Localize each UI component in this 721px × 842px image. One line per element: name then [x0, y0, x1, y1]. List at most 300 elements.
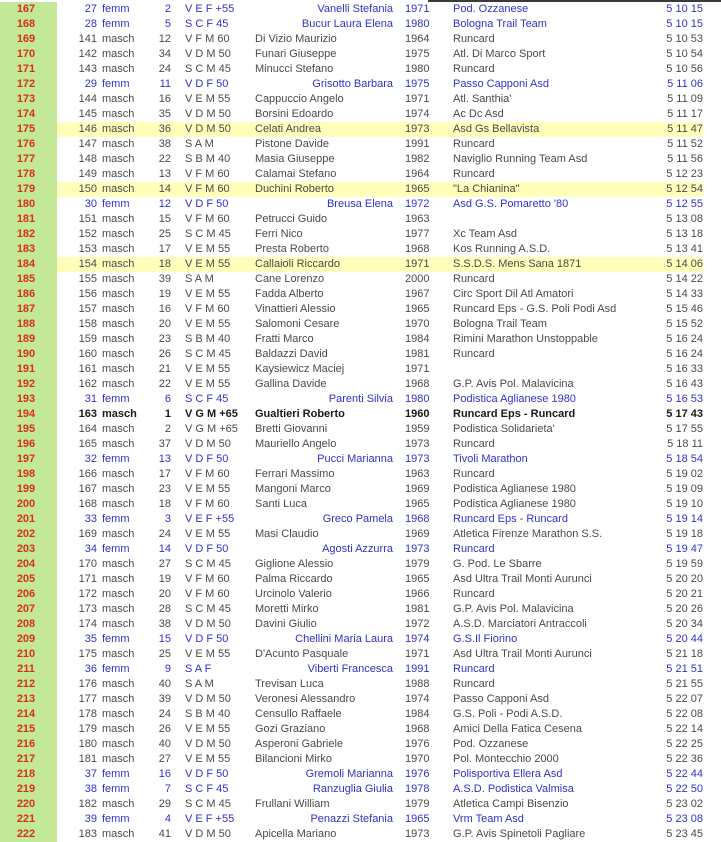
team-name-cell: Podistica Aglianese 1980 — [453, 483, 576, 495]
gender-label-cell: masch — [102, 828, 135, 840]
overall-position-cell: 178 — [0, 167, 57, 182]
finish-time-cell: 5 10 15 — [666, 3, 703, 15]
overall-position-cell: 182 — [0, 227, 57, 242]
gender-rank-cell: 38 — [84, 783, 97, 795]
overall-position-cell: 202 — [0, 527, 57, 542]
athlete-name-cell: Minucci Stefano — [255, 63, 334, 75]
athlete-name-cell: Kaysiewicz Maciej — [255, 363, 345, 375]
gender-label-cell: masch — [102, 213, 135, 225]
gender-rank-cell: 30 — [84, 198, 97, 210]
table-row — [0, 2, 721, 17]
gender-label-cell: masch — [102, 48, 135, 60]
gender-label-cell: masch — [102, 648, 135, 660]
overall-position-cell: 177 — [0, 152, 57, 167]
birth-year-cell: 1977 — [405, 228, 430, 240]
table-row — [0, 152, 721, 167]
gender-rank-cell: 153 — [78, 243, 97, 255]
athlete-name-cell: Di Vizio Maurizio — [255, 33, 337, 45]
overall-position-cell: 214 — [0, 707, 57, 722]
athlete-name-cell: Mangoni Marco — [255, 483, 331, 495]
finish-time-cell: 5 11 56 — [667, 153, 703, 165]
gender-label-cell: masch — [102, 288, 135, 300]
category-rank-cell: 22 — [158, 153, 171, 165]
table-row — [0, 287, 721, 302]
table-row — [0, 512, 721, 527]
gender-rank-cell: 33 — [84, 513, 97, 525]
team-name-cell: Naviglio Running Team Asd — [453, 153, 588, 165]
team-name-cell: Rimini Marathon Unstoppable — [453, 333, 598, 345]
team-name-cell: A.S.D. Podistica Valmisa — [453, 783, 574, 795]
finish-time-cell: 5 11 52 — [667, 138, 703, 150]
overall-position-cell: 169 — [0, 32, 57, 47]
finish-time-cell: 5 17 55 — [666, 423, 703, 435]
athlete-name-cell: Penazzi Stefania — [310, 813, 393, 825]
birth-year-cell: 1968 — [405, 723, 430, 735]
team-name-cell: Bologna Trail Team — [453, 18, 547, 30]
finish-time-cell: 5 19 02 — [666, 468, 703, 480]
finish-time-cell: 5 16 33 — [666, 363, 703, 375]
category-code-cell: S C M 45 — [185, 603, 231, 615]
gender-rank-cell: 175 — [78, 648, 97, 660]
finish-time-cell: 5 21 51 — [666, 663, 703, 675]
category-code-cell: V G M +65 — [185, 423, 238, 435]
table-row — [0, 107, 721, 122]
category-code-cell: V D F 50 — [185, 633, 229, 645]
category-code-cell: V E M 55 — [185, 753, 231, 765]
birth-year-cell: 1966 — [405, 588, 430, 600]
athlete-name-cell: Bretti Giovanni — [255, 423, 328, 435]
overall-position-cell: 172 — [0, 77, 57, 92]
gender-label-cell: masch — [102, 378, 135, 390]
table-row — [0, 467, 721, 482]
gender-rank-cell: 171 — [78, 573, 97, 585]
gender-label-cell: masch — [102, 573, 135, 585]
overall-position-cell: 191 — [0, 362, 57, 377]
birth-year-cell: 1965 — [405, 813, 430, 825]
gender-label-cell: masch — [102, 483, 135, 495]
birth-year-cell: 1976 — [405, 768, 430, 780]
table-row — [0, 197, 721, 212]
birth-year-cell: 1970 — [405, 753, 430, 765]
team-name-cell — [445, 362, 643, 377]
finish-time-cell: 5 11 09 — [667, 93, 703, 105]
category-code-cell: S A M — [185, 678, 214, 690]
table-row — [0, 647, 721, 662]
athlete-name-cell: Celati Andrea — [250, 122, 400, 137]
category-code-cell: V F M 60 — [185, 468, 230, 480]
table-row — [0, 752, 721, 767]
birth-year-cell: 1960 — [405, 408, 430, 420]
finish-time-cell: 5 20 44 — [666, 633, 703, 645]
gender-label-cell: femm — [102, 543, 130, 555]
overall-position-cell: 170 — [0, 47, 57, 62]
table-row — [0, 632, 721, 647]
category-rank-cell: 20 — [158, 318, 171, 330]
team-name-cell: Tivoli Marathon — [453, 453, 528, 465]
category-code-cell: V E M 55 — [185, 363, 231, 375]
finish-time-cell: 5 20 26 — [666, 603, 703, 615]
team-name-cell: Runcard — [453, 63, 495, 75]
category-code-cell: S A M — [185, 138, 214, 150]
gender-rank-cell: 178 — [78, 708, 97, 720]
team-name-cell: Circ Sport Dil Atl Amatori — [453, 288, 574, 300]
finish-time-cell: 5 19 47 — [666, 543, 703, 555]
overall-position-cell: 176 — [0, 137, 57, 152]
gender-label-cell: femm — [102, 813, 130, 825]
gender-rank-cell: 154 — [57, 257, 97, 272]
gender-rank-cell: 163 — [78, 408, 97, 420]
table-row — [0, 557, 721, 572]
table-row — [0, 572, 721, 587]
team-name-cell: Passo Capponi Asd — [453, 78, 550, 90]
category-rank-cell: 7 — [164, 783, 171, 795]
team-name-cell: G.P. Avis Pol. Malavicina — [453, 378, 574, 390]
gender-label-cell: masch — [102, 603, 135, 615]
gender-label-cell: masch — [102, 303, 135, 315]
gender-rank-cell: 31 — [84, 393, 97, 405]
category-rank-cell: 37 — [158, 438, 171, 450]
category-rank-cell: 24 — [158, 708, 171, 720]
category-rank-cell: 14 — [158, 543, 171, 555]
overall-position-cell: 207 — [0, 602, 57, 617]
category-code-cell: V D M 50 — [185, 828, 231, 840]
overall-position-cell: 198 — [0, 467, 57, 482]
category-code-cell: V E M 55 — [185, 318, 231, 330]
birth-year-cell: 1979 — [405, 558, 430, 570]
athlete-name-cell: Cane Lorenzo — [255, 273, 325, 285]
athlete-name-cell: Chellini Maria Laura — [295, 633, 393, 645]
table-row — [0, 317, 721, 332]
category-rank-cell: 17 — [158, 243, 171, 255]
gender-rank-cell: 151 — [78, 213, 97, 225]
birth-year-cell: 1973 — [405, 453, 430, 465]
birth-year-cell: 1974 — [405, 108, 430, 120]
table-row — [0, 497, 721, 512]
finish-time-cell: 5 13 18 — [666, 228, 703, 240]
finish-time-cell: 5 16 24 — [666, 333, 703, 345]
team-name-cell: Vrm Team Asd — [453, 813, 524, 825]
table-row — [0, 122, 721, 137]
category-rank-cell: 24 — [158, 528, 171, 540]
gender-rank-cell: 165 — [78, 438, 97, 450]
overall-position-cell: 217 — [0, 752, 57, 767]
overall-position-cell: 211 — [0, 662, 57, 677]
athlete-name-cell: Gremoli Marianna — [305, 768, 393, 780]
gender-label-cell: masch — [102, 408, 137, 420]
gender-label-cell: masch — [102, 588, 135, 600]
team-name-cell: Pod. Ozzanese — [453, 738, 529, 750]
table-row — [0, 692, 721, 707]
team-name-cell: Pol. Montecchio 2000 — [453, 753, 559, 765]
overall-position-cell: 209 — [0, 632, 57, 647]
overall-position-cell: 179 — [0, 182, 57, 197]
gender-rank-cell: 158 — [78, 318, 97, 330]
finish-time-cell: 5 12 55 — [666, 198, 703, 210]
gender-rank-cell: 148 — [78, 153, 97, 165]
gender-rank-cell: 170 — [78, 558, 97, 570]
table-row — [0, 452, 721, 467]
finish-time-cell: 5 16 24 — [666, 348, 703, 360]
table-row — [0, 482, 721, 497]
birth-year-cell: 1981 — [405, 348, 430, 360]
category-code-cell: V D F 50 — [185, 768, 229, 780]
gender-rank-cell: 161 — [78, 363, 97, 375]
overall-position-cell: 194 — [0, 407, 57, 422]
gender-label-cell: masch — [102, 63, 135, 75]
gender-label-cell: femm — [102, 783, 130, 795]
category-code-cell: V E M 55 — [185, 243, 231, 255]
category-code-cell: V F M 60 — [171, 182, 250, 197]
category-rank-cell: 27 — [158, 558, 171, 570]
category-code-cell: V D M 50 — [185, 618, 231, 630]
category-code-cell: S C M 45 — [185, 798, 231, 810]
category-rank-cell: 34 — [158, 48, 171, 60]
birth-year-cell: 1975 — [405, 48, 430, 60]
birth-year-cell: 1978 — [405, 783, 430, 795]
table-row — [0, 302, 721, 317]
athlete-name-cell: Duchini Roberto — [250, 182, 400, 197]
athlete-name-cell: Ranzuglia Giulia — [312, 783, 393, 795]
table-row — [0, 332, 721, 347]
table-row — [0, 812, 721, 827]
gender-rank-cell: 142 — [78, 48, 97, 60]
finish-time-cell: 5 19 10 — [666, 498, 703, 510]
gender-label-cell: masch — [102, 138, 135, 150]
team-name-cell: G.P. Avis Pol. Malavicina — [453, 603, 574, 615]
finish-time-cell: 5 14 22 — [666, 273, 703, 285]
finish-time-cell: 5 13 08 — [666, 213, 703, 225]
gender-label-cell: femm — [102, 78, 130, 90]
table-row — [0, 92, 721, 107]
finish-time-cell: 5 19 18 — [666, 528, 703, 540]
gender-rank-cell: 36 — [84, 663, 97, 675]
category-rank-cell: 29 — [158, 798, 171, 810]
team-name-cell: Podistica Aglianese 1980 — [453, 498, 576, 510]
birth-year-cell: 1959 — [405, 423, 430, 435]
birth-year-cell: 1969 — [405, 483, 430, 495]
birth-year-cell: 1979 — [405, 798, 430, 810]
category-rank-cell: 12 — [158, 198, 171, 210]
category-rank-cell: 13 — [158, 453, 171, 465]
gender-rank-cell: 177 — [78, 693, 97, 705]
birth-year-cell: 1981 — [405, 603, 430, 615]
gender-label-cell: masch — [102, 243, 135, 255]
birth-year-cell: 1970 — [405, 318, 430, 330]
table-row — [0, 722, 721, 737]
gender-rank-cell: 35 — [84, 633, 97, 645]
gender-rank-cell: 176 — [78, 678, 97, 690]
category-code-cell: V E F +55 — [185, 513, 235, 525]
overall-position-cell: 200 — [0, 497, 57, 512]
overall-position-cell: 180 — [0, 197, 57, 212]
athlete-name-cell: Agosti Azzurra — [322, 543, 393, 555]
category-code-cell: V D M 50 — [185, 438, 231, 450]
category-code-cell: V F M 60 — [185, 573, 230, 585]
finish-time-cell: 5 22 50 — [666, 783, 703, 795]
table-row — [0, 182, 721, 197]
table-row — [0, 62, 721, 77]
overall-position-cell: 174 — [0, 107, 57, 122]
table-row — [0, 167, 721, 182]
gender-rank-cell: 149 — [78, 168, 97, 180]
athlete-name-cell: Viberti Francesca — [307, 663, 393, 675]
overall-position-cell: 212 — [0, 677, 57, 692]
finish-time-cell: 5 16 53 — [666, 393, 703, 405]
table-row — [0, 17, 721, 32]
gender-rank-cell: 179 — [78, 723, 97, 735]
overall-position-cell: 218 — [0, 767, 57, 782]
category-code-cell: S C M 45 — [185, 228, 231, 240]
category-rank-cell: 25 — [158, 648, 171, 660]
athlete-name-cell: Calamai Stefano — [255, 168, 337, 180]
category-code-cell: V D M 50 — [171, 122, 250, 137]
athlete-name-cell: Trevisan Luca — [255, 678, 324, 690]
finish-time-cell: 5 18 11 — [667, 438, 703, 450]
gender-rank-cell: 150 — [57, 182, 97, 197]
finish-time-cell: 5 22 36 — [666, 753, 703, 765]
gender-rank-cell: 27 — [84, 3, 97, 15]
overall-position-cell: 175 — [0, 122, 57, 137]
overall-position-cell: 216 — [0, 737, 57, 752]
athlete-name-cell: Baldazzi David — [255, 348, 328, 360]
category-code-cell: S A F — [185, 663, 212, 675]
category-rank-cell: 14 — [155, 182, 171, 197]
category-rank-cell: 18 — [155, 257, 171, 272]
finish-time-cell: 5 21 18 — [666, 648, 703, 660]
category-rank-cell: 15 — [158, 213, 171, 225]
overall-position-cell: 197 — [0, 452, 57, 467]
category-code-cell: V F M 60 — [185, 168, 230, 180]
athlete-name-cell: Davini Giulio — [255, 618, 317, 630]
team-name-cell: G.S. Poli - Podi A.S.D. — [453, 708, 563, 720]
team-name-cell: Passo Capponi Asd — [453, 693, 550, 705]
gender-rank-cell: 29 — [84, 78, 97, 90]
gender-label-cell: femm — [102, 453, 130, 465]
category-code-cell: V E M 55 — [185, 723, 231, 735]
table-row — [0, 47, 721, 62]
finish-time-cell: 5 23 02 — [666, 798, 703, 810]
finish-time-cell: 5 11 17 — [667, 108, 703, 120]
gender-rank-cell: 160 — [78, 348, 97, 360]
category-rank-cell: 2 — [164, 423, 171, 435]
finish-time-cell: 5 20 20 — [666, 573, 703, 585]
table-row — [0, 422, 721, 437]
gender-label-cell: masch — [97, 182, 155, 197]
category-rank-cell: 17 — [158, 468, 171, 480]
finish-time-cell: 5 14 33 — [666, 288, 703, 300]
gender-label-cell: masch — [102, 108, 135, 120]
category-code-cell: V E M 55 — [171, 257, 250, 272]
athlete-name-cell: Ferrari Massimo — [255, 468, 335, 480]
gender-rank-cell: 34 — [84, 543, 97, 555]
gender-rank-cell: 145 — [78, 108, 97, 120]
category-rank-cell: 26 — [158, 348, 171, 360]
category-code-cell: V E M 55 — [185, 288, 231, 300]
birth-year-cell: 1965 — [405, 573, 430, 585]
table-row — [0, 737, 721, 752]
category-rank-cell: 22 — [158, 378, 171, 390]
team-name-cell: G.P. Avis Spinetoli Pagliare — [453, 828, 586, 840]
category-rank-cell: 23 — [158, 483, 171, 495]
table-row — [0, 272, 721, 287]
gender-rank-cell: 183 — [78, 828, 97, 840]
birth-year-cell: 1971 — [405, 363, 430, 375]
gender-rank-cell: 157 — [78, 303, 97, 315]
overall-position-cell: 186 — [0, 287, 57, 302]
table-row — [0, 77, 721, 92]
athlete-name-cell: Censullo Raffaele — [255, 708, 342, 720]
birth-year-cell: 1965 — [405, 303, 430, 315]
category-rank-cell: 12 — [158, 33, 171, 45]
category-rank-cell: 9 — [164, 663, 171, 675]
gender-label-cell: femm — [102, 768, 130, 780]
gender-rank-cell: 141 — [78, 33, 97, 45]
overall-position-cell: 193 — [0, 392, 57, 407]
category-code-cell: V D F 50 — [185, 543, 229, 555]
category-rank-cell: 11 — [159, 78, 171, 90]
gender-label-cell: femm — [102, 18, 130, 30]
gender-rank-cell: 147 — [78, 138, 97, 150]
birth-year-cell: 1965 — [405, 498, 430, 510]
category-rank-cell: 19 — [158, 573, 171, 585]
birth-year-cell: 1971 — [405, 93, 430, 105]
gender-label-cell: masch — [102, 438, 135, 450]
table-row — [0, 662, 721, 677]
team-name-cell: Runcard — [453, 468, 495, 480]
gender-rank-cell: 144 — [78, 93, 97, 105]
gender-label-cell: masch — [102, 693, 135, 705]
gender-rank-cell: 152 — [78, 228, 97, 240]
category-rank-cell: 41 — [158, 828, 171, 840]
category-code-cell: V E M 55 — [185, 483, 231, 495]
birth-year-cell: 1972 — [405, 198, 430, 210]
overall-position-cell: 181 — [0, 212, 57, 227]
finish-time-cell: 5 10 53 — [666, 33, 703, 45]
category-rank-cell: 3 — [164, 513, 171, 525]
gender-rank-cell: 167 — [78, 483, 97, 495]
gender-label-cell: masch — [102, 423, 135, 435]
overall-position-cell: 213 — [0, 692, 57, 707]
athlete-name-cell: Cappuccio Angelo — [255, 93, 344, 105]
team-name-cell: G. Pod. Le Sbarre — [453, 558, 542, 570]
gender-label-cell: masch — [102, 738, 135, 750]
athlete-name-cell: Masia Giuseppe — [255, 153, 335, 165]
table-row — [0, 587, 721, 602]
category-rank-cell: 23 — [158, 333, 171, 345]
gender-rank-cell: 180 — [78, 738, 97, 750]
category-code-cell: V G M +65 — [185, 408, 238, 420]
gender-label-cell: masch — [102, 558, 135, 570]
category-code-cell: V E F +55 — [185, 813, 235, 825]
table-row — [0, 797, 721, 812]
gender-label-cell: masch — [102, 33, 135, 45]
team-name-cell: A.S.D. Marciatori Antraccoli — [453, 618, 587, 630]
finish-time-cell: 5 10 56 — [666, 63, 703, 75]
team-name-cell: G.S.Il Fiorino — [453, 633, 518, 645]
category-rank-cell: 4 — [164, 813, 171, 825]
category-code-cell: V E M 55 — [185, 648, 231, 660]
finish-time-cell: 5 23 45 — [666, 828, 703, 840]
clipped-row-fragment — [428, 0, 721, 2]
athlete-name-cell: Petrucci Guido — [255, 213, 328, 225]
birth-year-cell: 1974 — [405, 693, 430, 705]
athlete-name-cell: Asperoni Gabriele — [255, 738, 344, 750]
team-name-cell: Asd Gs Bellavista — [445, 122, 643, 137]
category-code-cell: V D F 50 — [185, 453, 229, 465]
team-name-cell: S.S.D.S. Mens Sana 1871 — [445, 257, 643, 272]
gender-rank-cell: 37 — [84, 768, 97, 780]
gender-label-cell: femm — [102, 3, 130, 15]
